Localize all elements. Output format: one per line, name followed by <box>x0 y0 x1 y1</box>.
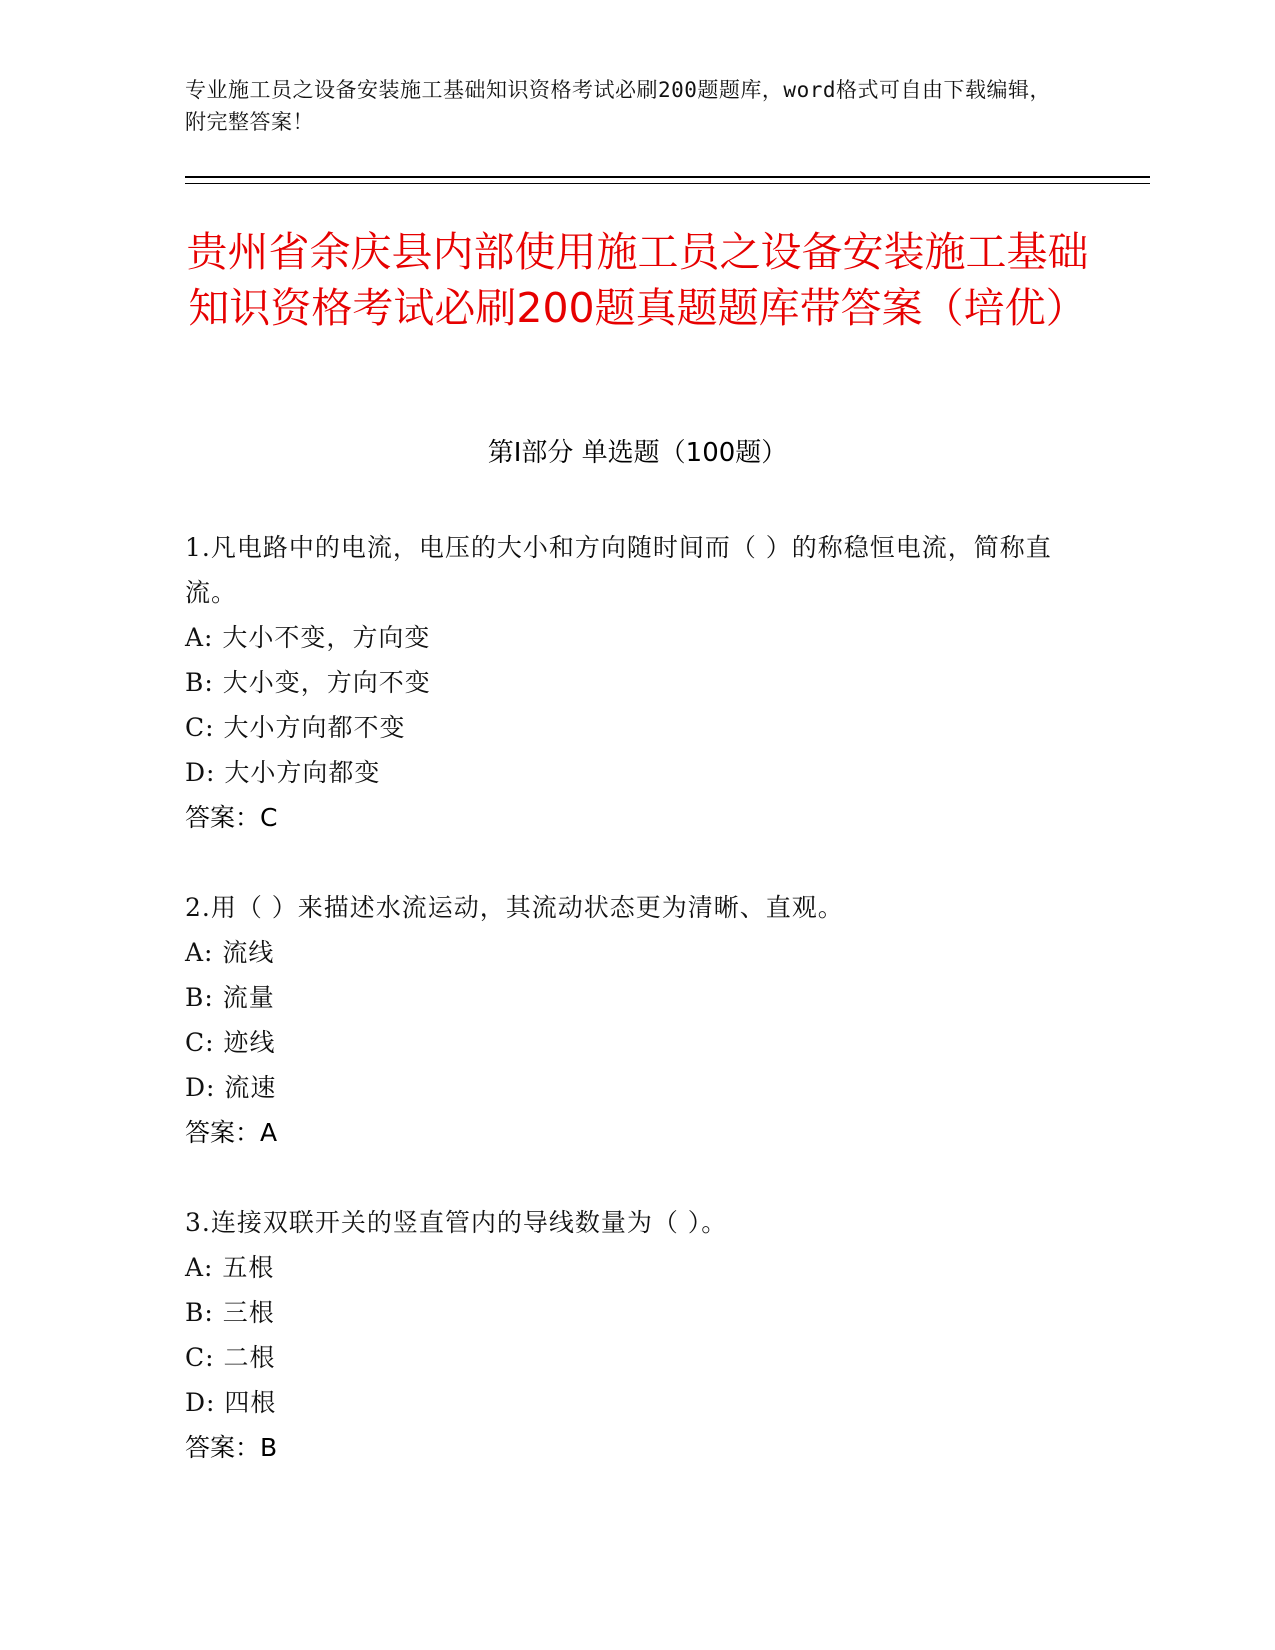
answer-line: 答案：A <box>185 1118 278 1147</box>
option-d: D: 大小方向都变 <box>185 758 381 787</box>
question-block <box>185 885 1075 1155</box>
option-b: B: 三根 <box>185 1298 275 1327</box>
option-d: D: 四根 <box>185 1388 277 1417</box>
option-d: D: 流速 <box>185 1073 277 1102</box>
option-c: C: 二根 <box>185 1343 276 1372</box>
option-b: B: 流量 <box>185 983 275 1012</box>
option-a: A: 大小不变，方向变 <box>185 623 431 652</box>
header-divider-thin <box>185 183 1150 184</box>
question-stem: 1.凡电路中的电流，电压的大小和方向随时间而（ ）的称稳恒电流，简称直流。 <box>185 533 1052 607</box>
document-title: 贵州省余庆县内部使用施工员之设备安装施工基础知识资格考试必刷200题真题题库带答案（培优） <box>186 228 1089 332</box>
header-divider-thick <box>185 176 1150 178</box>
option-a: A: 五根 <box>185 1253 275 1282</box>
question-block <box>185 1200 1075 1470</box>
option-c: C: 迹线 <box>185 1028 276 1057</box>
option-a: A: 流线 <box>185 938 275 967</box>
option-c: C: 大小方向都不变 <box>185 713 406 742</box>
header-note: 专业施工员之设备安装施工基础知识资格考试必刷200题题库，word格式可自由下载编辑，附完整答案！ <box>185 78 1051 134</box>
question-block <box>185 525 1075 840</box>
option-b: B: 大小变，方向不变 <box>185 668 431 697</box>
answer-line: 答案：B <box>185 1433 278 1462</box>
section-heading: 第Ⅰ部分 单选题（100题） <box>487 438 788 468</box>
question-stem: 3.连接双联开关的竖直管内的导线数量为（ ）。 <box>185 1208 728 1237</box>
answer-line: 答案：C <box>185 803 278 832</box>
question-stem: 2.用（ ）来描述水流运动，其流动状态更为清晰、直观。 <box>185 893 844 922</box>
